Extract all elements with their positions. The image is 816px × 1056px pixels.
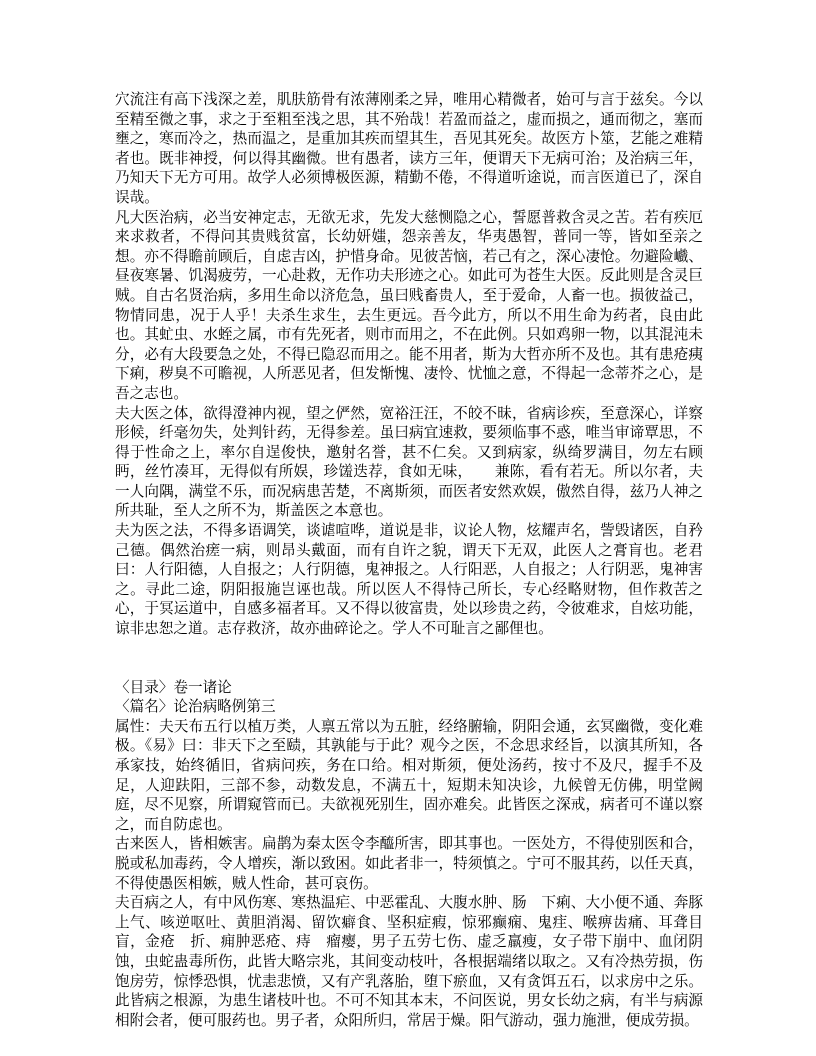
paragraph-acupoint-flow: 穴流注有高下浅深之差，肌肤筋骨有浓薄刚柔之异，唯用心精微者，始可与言于兹矣。今以至精至微之事，求之于至粗至浅之思，其不殆哉！若盈而益之，虚而损之，通而彻之，塞而壅之，寒而冷之，热而温之，是重加其疾而望其生，吾见其死矣。故医方卜筮，艺能之难精者也。既非神授，何以得其幽微。世有愚者，读方三年，便谓天下无病可治；及治病三年，乃知天下无方可用。故学人必须博极医源，精勤不倦，不得道听途说，而言医道已了，深自误哉。 [115, 92, 703, 206]
paragraph-physician-ethics: 夫为医之法，不得多语调笑，谈谑喧哗，道说是非，议论人物，炫耀声名，訾毁诸医，自矜己德。偶然治瘥一病，则昂头戴面，而有自许之貌，谓天下无双，此医人之膏肓也。老君曰：人行阳德，人自报之；人行阴德，鬼神报之。人行阳恶，人自报之；人行阴恶，鬼神害之。寻此二途，阴阳报施岂诬也哉。所以医人不得恃己所长，专心经略财物，但作救苦之心，于冥运道中，自感多福者耳。又不得以彼富贵，处以珍贵之药，令彼难求，自炫功能，谅非忠恕之道。志存救济，故亦曲碎论之。学人不可耻言之鄙俚也。 [115, 523, 703, 638]
text-block [115, 91, 703, 1031]
paragraph-great-physician-demeanor: 夫大医之体，欲得澄神内视，望之俨然，宽裕汪汪，不皎不昧，省病诊疾，至意深心，详察形候，纤毫勿失，处判针药，无得参差。虽曰病宜速救，要须临事不惑，唯当审谛覃思，不得于性命之上，率尔自逞俊快，邀射名誉，甚不仁矣。又到病家，纵绮罗满目，勿左右顾眄，丝竹凑耳，无得似有所娱，珍馐迭荐，食如无味， 兼陈，看有若无。所以尔者，夫一人向隅，满堂不乐，而况病患苦楚，不离斯须，而医者安然欢娱，傲然自得，兹乃人神之所共耻，至人之所不为，斯盖医之本意也。 [115, 405, 703, 520]
paragraph-hundred-diseases: 夫百病之人，有中风伤寒、寒热温疟、中恶霍乱、大腹水肿、肠 下痢、大小便不通、奔豚上气、咳逆呕吐、黄胆消渴、留饮癖食、坚积症瘕，惊邪癫痫、鬼疰、喉痹齿痛、耳聋目盲，金疮 折、痈肿恶疮、痔 瘤瘿，男子五劳七伤、虚乏羸瘦，女子带下崩中、血闭阴蚀，虫蛇蛊毒所伤，此皆大略宗兆，其间变动枝叶，各根据端绪以取之。又有冷热劳损，伤饱房劳，惊悸恐惧，忧恚悲愤，又有产乳落胎，堕下瘀血，又有贪饵五石，以求房中之乐。此皆病之根源，为患生诸枝叶也。不可不知其本末，不问医说，男女长幼之病，有半与病源相附会者，便可服药也。男子者，众阳所归，常居于燥。阳气游动，强力施泄，便成劳损。 [115, 895, 703, 1029]
paragraph-chapter-intro: 属性：夫天布五行以植万类，人禀五常以为五脏，经络腑输，阴阳会通，玄冥幽微，变化难极。《易》曰：非天下之至赜，其孰能与于此？观今之医，不念思求经旨，以演其所知，各承家技，始终循旧，省病问疾，务在口给。相对斯须，便处汤药，按寸不及尺，握手不及足，人迎趺阳，三部不参，动数发息，不满五十，短期未知决诊，九候曾无仿佛，明堂阙庭，尽不见察，所谓窥管而已。夫欲视死别生，固亦难矣。此皆医之深戒，病者可不谨以察之，而自防虑也。 [115, 718, 703, 833]
chapter-title-line: 〈篇名〉论治病略例第三 [115, 699, 276, 716]
paragraph-great-physician-conduct: 凡大医治病，必当安神定志，无欲无求，先发大慈恻隐之心，誓愿普救含灵之苦。若有疾厄来求救者，不得问其贵贱贫富，长幼妍媸，怨亲善友，华夷愚智，普同一等，皆如至亲之想。亦不得瞻前顾后，自虑吉凶，护惜身命。见彼苦恼，若己有之，深心凄怆。勿避险巇、昼夜寒暑、饥渴疲劳，一心赴救，无作功夫形迹之心。如此可为苍生大医。反此则是含灵巨贼。自古名贤治病，多用生命以济危急，虽曰贱畜贵人，至于爱命，人畜一也。损彼益己，物情同患，况于人乎！夫杀生求生，去生更远。吾今此方，所以不用生命为药者，良由此也。其虻虫、水蛭之属，市有先死者，则市而用之，不在此例。只如鸡卵一物，以其混沌未分，必有大段要急之处，不得已隐忍而用之。能不用者，斯为大哲亦所不及也。其有患疮痍下痢，秽臭不可瞻视，人所恶见者，但发惭愧、凄怜、忧恤之意，不得起一念蒂芥之心，是吾之志也。 [115, 209, 703, 402]
paragraph-physician-jealousy: 古来医人，皆相嫉害。扁鹊为秦太医令李醯所害，即其事也。一医处方，不得使别医和合，脱或私加毒药，令人增疾，渐以致困。如此者非一，特须慎之。宁可不服其药，以任天真，不得使愚医相嫉，贼人性命，甚可哀伤。 [115, 836, 703, 892]
toc-line: 〈目录〉卷一诸论 [115, 679, 232, 696]
